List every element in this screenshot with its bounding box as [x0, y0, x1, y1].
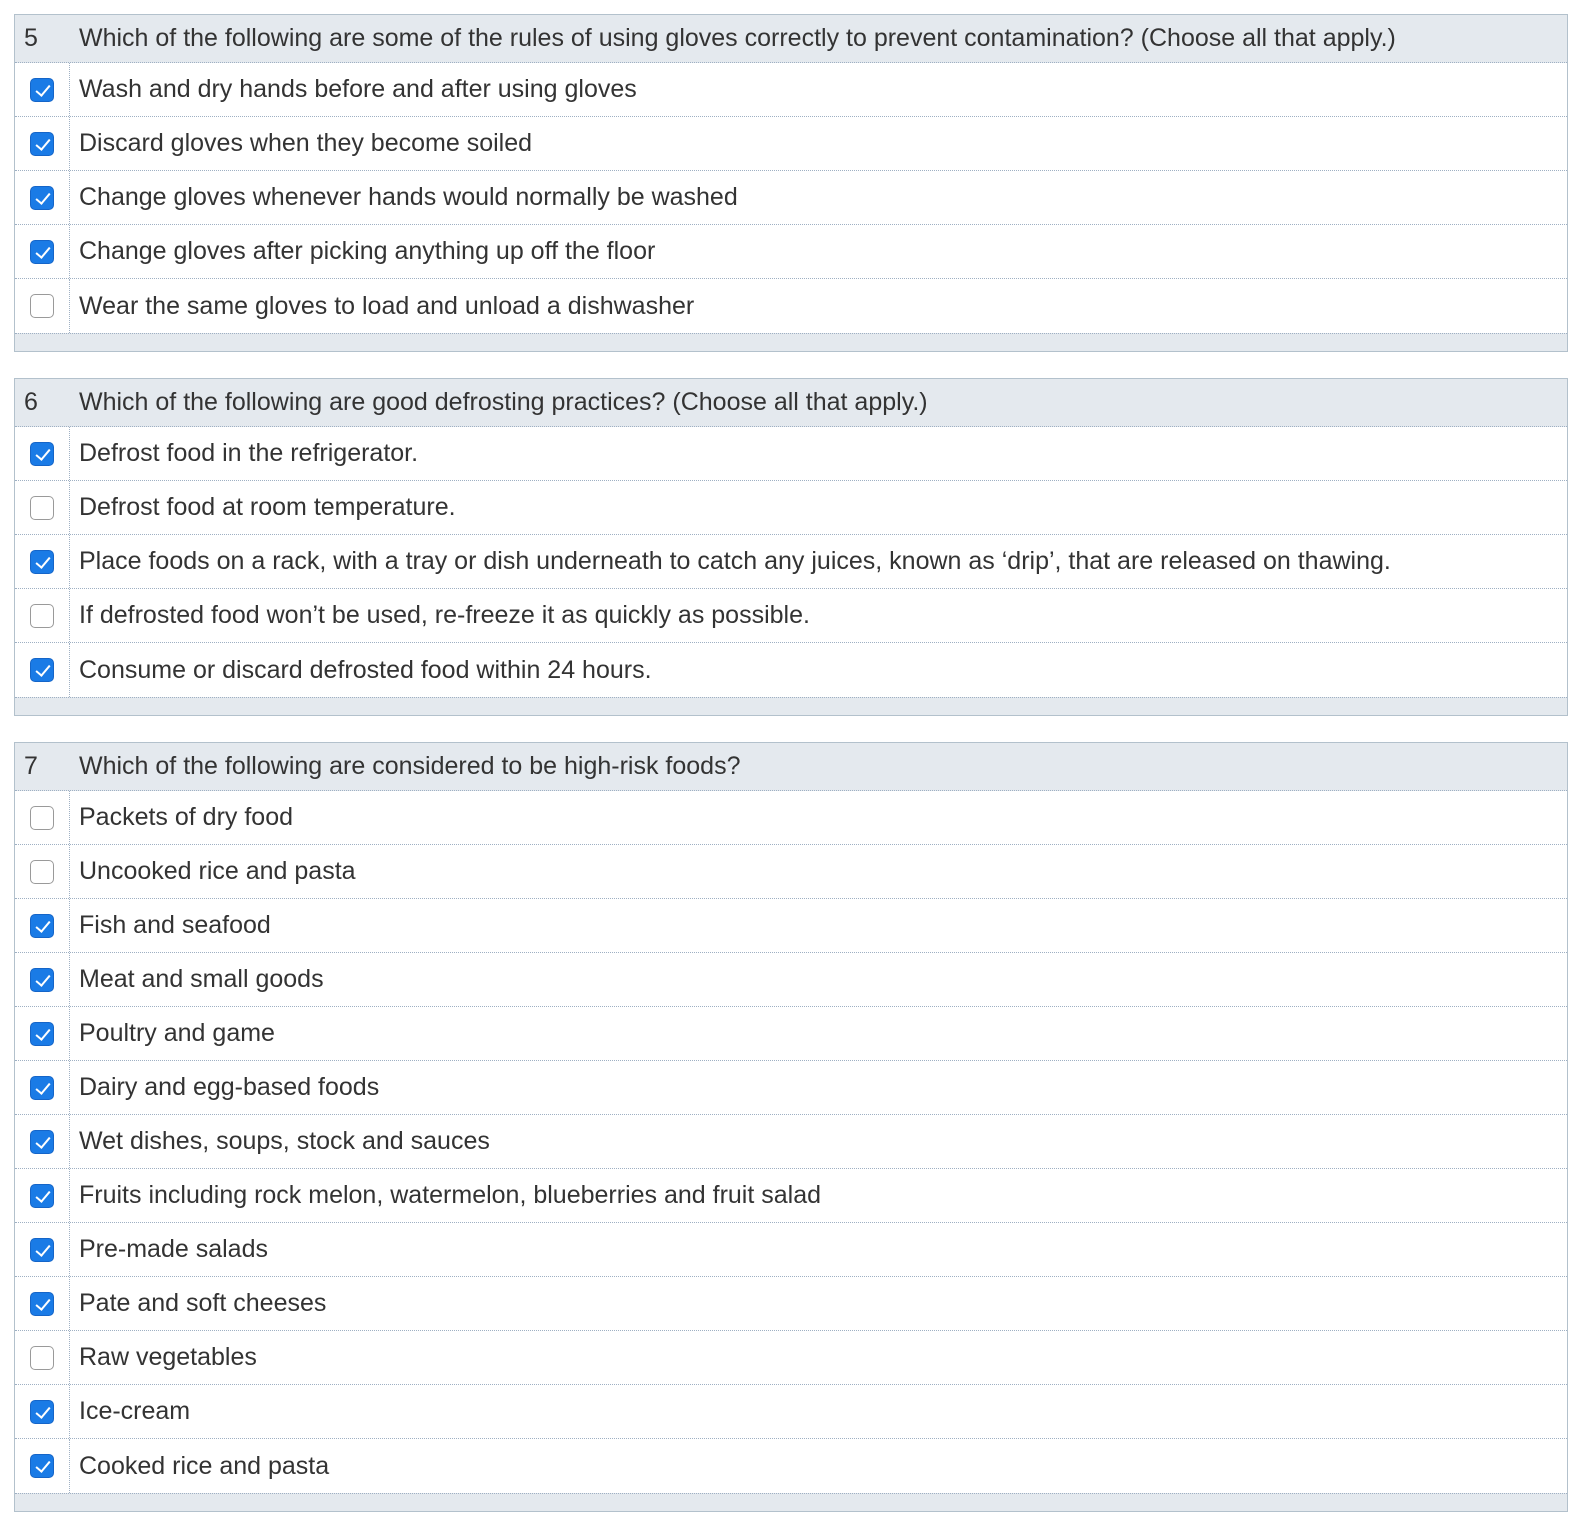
option-checkbox-cell[interactable] [15, 899, 70, 952]
question-footer [15, 697, 1567, 715]
checkbox-unchecked[interactable] [30, 806, 54, 830]
option-label[interactable]: Defrost food in the refrigerator. [79, 439, 419, 467]
option-checkbox-cell[interactable] [15, 117, 70, 170]
option-row[interactable] [15, 1331, 1567, 1385]
option-row[interactable] [15, 1115, 1567, 1169]
checkbox-checked[interactable] [30, 1292, 54, 1316]
question-footer [15, 1493, 1567, 1511]
option-label[interactable]: Fruits including rock melon, watermelon, blueberries and fruit salad [79, 1181, 822, 1209]
checkbox-unchecked[interactable] [30, 496, 54, 520]
option-label[interactable]: Wash and dry hands before and after using gloves [79, 75, 637, 103]
option-row[interactable] [15, 1385, 1567, 1439]
option-label[interactable]: Packets of dry food [79, 803, 294, 831]
question-7 [14, 742, 1568, 1512]
option-label[interactable]: Change gloves after picking anything up off the floor [79, 237, 656, 265]
option-row[interactable] [15, 845, 1567, 899]
option-checkbox-cell[interactable] [15, 535, 70, 588]
option-label[interactable]: Consume or discard defrosted food within 24 hours. [79, 655, 652, 684]
option-label[interactable]: Defrost food at room temperature. [79, 493, 456, 521]
option-label[interactable]: Poultry and game [79, 1019, 275, 1047]
option-label[interactable]: Wear the same gloves to load and unload a dishwasher [79, 291, 695, 320]
checkbox-unchecked[interactable] [30, 1346, 54, 1370]
question-text: Which of the following are considered to be high-risk foods? [79, 752, 741, 780]
option-label[interactable]: Dairy and egg-based foods [79, 1073, 380, 1101]
option-row[interactable] [15, 427, 1567, 481]
option-checkbox-cell[interactable] [15, 643, 70, 697]
option-checkbox-cell[interactable] [15, 1007, 70, 1060]
option-checkbox-cell[interactable] [15, 171, 70, 224]
checkbox-checked[interactable] [30, 132, 54, 156]
option-checkbox-cell[interactable] [15, 1385, 70, 1438]
option-label[interactable]: Place foods on a rack, with a tray or dish underneath to catch any juices, known as ‘drip’, that are released on thawing. [79, 547, 1391, 575]
checkbox-checked[interactable] [30, 442, 54, 466]
question-5 [14, 14, 1568, 352]
question-6 [14, 378, 1568, 716]
option-checkbox-cell[interactable] [15, 427, 70, 480]
option-checkbox-cell[interactable] [15, 225, 70, 278]
checkbox-checked[interactable] [30, 914, 54, 938]
checkbox-checked[interactable] [30, 240, 54, 264]
question-header [15, 379, 1567, 427]
checkbox-unchecked[interactable] [30, 860, 54, 884]
option-row[interactable] [15, 589, 1567, 643]
checkbox-unchecked[interactable] [30, 294, 54, 318]
checkbox-checked[interactable] [30, 1400, 54, 1424]
option-label[interactable]: If defrosted food won’t be used, re-freeze it as quickly as possible. [79, 601, 810, 629]
option-checkbox-cell[interactable] [15, 845, 70, 898]
question-footer [15, 333, 1567, 351]
option-label[interactable]: Pate and soft cheeses [79, 1289, 327, 1317]
option-label[interactable]: Discard gloves when they become soiled [79, 129, 533, 157]
option-row[interactable] [15, 63, 1567, 117]
option-checkbox-cell[interactable] [15, 481, 70, 534]
checkbox-checked[interactable] [30, 1022, 54, 1046]
option-label[interactable]: Change gloves whenever hands would normally be washed [79, 183, 738, 211]
option-row[interactable] [15, 1277, 1567, 1331]
option-row[interactable] [15, 1061, 1567, 1115]
option-checkbox-cell[interactable] [15, 1061, 70, 1114]
checkbox-checked[interactable] [30, 550, 54, 574]
option-checkbox-cell[interactable] [15, 279, 70, 333]
option-row[interactable] [15, 1007, 1567, 1061]
quiz-container [14, 14, 1568, 1538]
options-list [15, 791, 1567, 1493]
question-header [15, 743, 1567, 791]
option-label[interactable]: Fish and seafood [79, 911, 271, 939]
option-row[interactable] [15, 1223, 1567, 1277]
option-row[interactable] [15, 791, 1567, 845]
question-number: 7 [24, 752, 38, 780]
option-label[interactable]: Meat and small goods [79, 965, 324, 993]
option-row[interactable] [15, 1169, 1567, 1223]
checkbox-checked[interactable] [30, 1238, 54, 1262]
option-row[interactable] [15, 481, 1567, 535]
checkbox-checked[interactable] [30, 968, 54, 992]
option-row[interactable] [15, 643, 1567, 697]
option-label[interactable]: Pre-made salads [79, 1235, 268, 1263]
checkbox-checked[interactable] [30, 1130, 54, 1154]
option-checkbox-cell[interactable] [15, 791, 70, 844]
option-checkbox-cell[interactable] [15, 1223, 70, 1276]
question-header [15, 15, 1567, 63]
option-checkbox-cell[interactable] [15, 1331, 70, 1384]
checkbox-unchecked[interactable] [30, 604, 54, 628]
option-checkbox-cell[interactable] [15, 589, 70, 642]
checkbox-checked[interactable] [30, 186, 54, 210]
option-checkbox-cell[interactable] [15, 63, 70, 116]
option-row[interactable] [15, 535, 1567, 589]
checkbox-checked[interactable] [30, 1454, 54, 1478]
option-label[interactable]: Raw vegetables [79, 1343, 257, 1371]
options-list [15, 427, 1567, 697]
option-label[interactable]: Ice-cream [79, 1397, 191, 1425]
option-checkbox-cell[interactable] [15, 1439, 70, 1493]
option-row[interactable] [15, 117, 1567, 171]
option-checkbox-cell[interactable] [15, 953, 70, 1006]
option-label[interactable]: Uncooked rice and pasta [79, 857, 356, 885]
question-number: 6 [24, 388, 38, 416]
option-row[interactable] [15, 171, 1567, 225]
checkbox-checked[interactable] [30, 658, 54, 682]
option-row[interactable] [15, 1439, 1567, 1493]
option-checkbox-cell[interactable] [15, 1169, 70, 1222]
checkbox-checked[interactable] [30, 78, 54, 102]
checkbox-checked[interactable] [30, 1076, 54, 1100]
option-row[interactable] [15, 953, 1567, 1007]
option-checkbox-cell[interactable] [15, 1277, 70, 1330]
option-row[interactable] [15, 279, 1567, 333]
checkbox-checked[interactable] [30, 1184, 54, 1208]
question-text: Which of the following are good defrosting practices? (Choose all that apply.) [79, 388, 928, 416]
option-row[interactable] [15, 225, 1567, 279]
option-label[interactable]: Cooked rice and pasta [79, 1451, 330, 1480]
options-list [15, 63, 1567, 333]
question-number: 5 [24, 24, 38, 52]
option-checkbox-cell[interactable] [15, 1115, 70, 1168]
question-text: Which of the following are some of the rules of using gloves correctly to prevent contamination? (Choose all that apply.) [79, 24, 1396, 52]
option-label[interactable]: Wet dishes, soups, stock and sauces [79, 1127, 490, 1155]
option-row[interactable] [15, 899, 1567, 953]
